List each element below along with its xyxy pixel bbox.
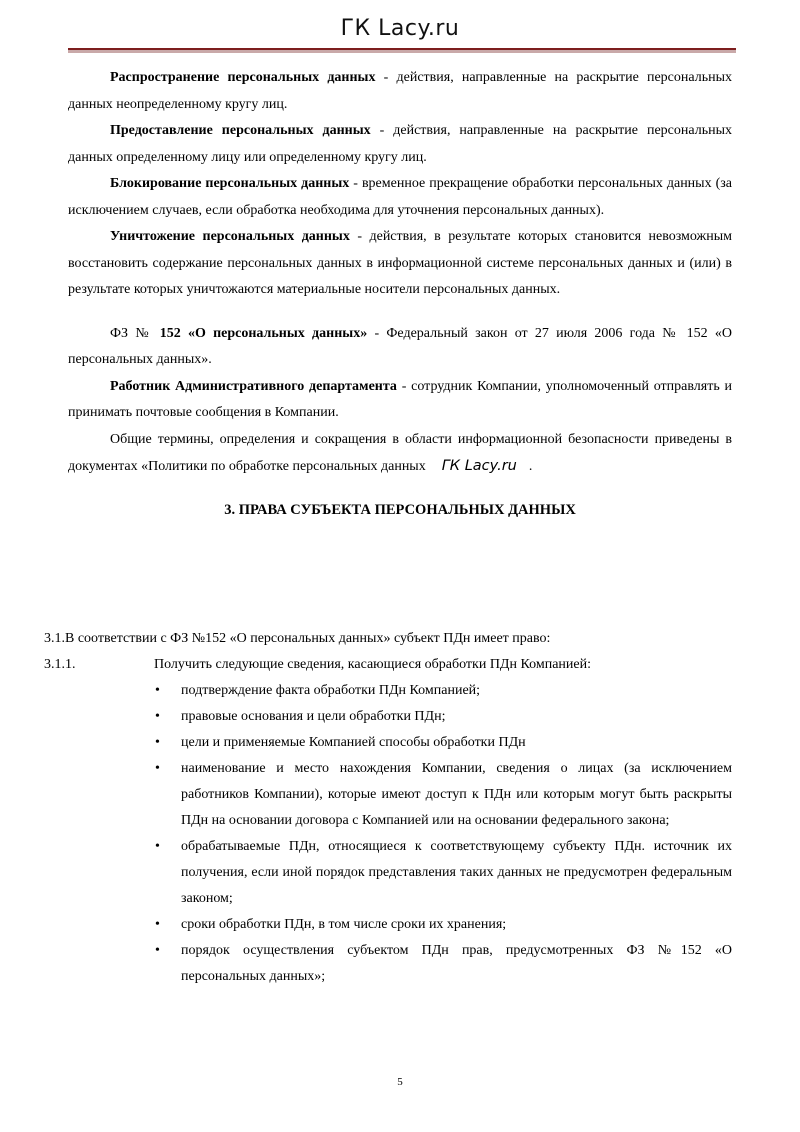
definitions-block [68, 65, 732, 481]
definition-employee [68, 374, 732, 427]
employee-text: - сотрудник Компании, уполномоченный отправлять и принимать почтовые сообщения в Компании. [68, 378, 732, 420]
definition-distribution [68, 65, 732, 118]
bullet-icon: • [155, 943, 160, 958]
definition-blocking [68, 171, 732, 224]
definition-term: Уничтожение персональных данных [110, 229, 350, 244]
definition-text: - действия, в результате которых становится невозможным восстановить содержание персональных данных в информационной системе персональных данных и (или) в результате которых уничтожаются материальные носители персональных данных. [68, 229, 732, 297]
definition-provision [68, 118, 732, 171]
list-item-text: правовые основания и цели обработки ПДн; [181, 709, 446, 724]
bullet-icon: • [155, 839, 160, 854]
definition-term: Распространение персональных данных [110, 70, 376, 85]
list-item [154, 938, 732, 990]
clause-3-1-1-number: 3.1.1. [44, 657, 76, 672]
bullet-icon: • [155, 683, 160, 698]
list-item-text: подтверждение факта обработки ПДн Компанией; [181, 683, 481, 698]
list-item-text: наименование и место нахождения Компании, сведения о лицах (за исключением работников Компании), которые имеют доступ к ПДн или которым могут быть раскрыты ПДн на основании договора с Компанией или на основании федерального закона; [181, 761, 732, 828]
definition-term: Предоставление персональных данных [110, 123, 371, 138]
list-item-text: обрабатываемые ПДн, относящиеся к соответствующему субъекту ПДн. источник их получения, если иной порядок представления таких данных не предусмотрен федеральным законом; [181, 839, 732, 906]
paragraph-gap [68, 304, 732, 321]
definition-text: - временное прекращение обработки персональных данных (за исключением случаев, если обработка необходима для уточнения персональных данных). [68, 176, 732, 218]
list-item-text: порядок осуществления субъектом ПДн прав, предусмотренных ФЗ №152 «О персональных данных»; [181, 943, 732, 984]
law-reference [68, 321, 732, 374]
law-prefix: ФЗ № [110, 325, 160, 341]
inline-logo: ГК Lacy.ru [441, 458, 517, 474]
bullet-icon: • [155, 709, 160, 724]
definition-term: Блокирование персональных данных [110, 176, 350, 191]
header-title: ГК Lacy.ru [340, 16, 460, 41]
clause-3-1: 3.1.В соответствии с ФЗ №152 «О персональных данных» субъект ПДн имеет право: [44, 631, 551, 646]
list-item-text: цели и применяемые Компанией способы обработки ПДн [181, 735, 526, 750]
law-term: 152 «О персональных данных» [159, 325, 368, 341]
general-terms-suffix: . [528, 459, 533, 474]
rights-bullet-list [154, 678, 732, 990]
clause-3-1-1-text: Получить следующие сведения, касающиеся обработки ПДн Компанией: [154, 657, 591, 672]
bullet-icon: • [155, 761, 160, 776]
header-rule [68, 48, 736, 53]
list-item [154, 834, 732, 912]
list-item [154, 678, 732, 704]
section-title: 3. ПРАВА СУБЪЕКТА ПЕРСОНАЛЬНЫХ ДАННЫХ [224, 502, 576, 518]
bullet-icon: • [155, 735, 160, 750]
list-item [154, 756, 732, 834]
list-item [154, 704, 732, 730]
employee-term: Работник Административного департамента [110, 378, 397, 394]
law-text: - Федеральный закон от 27 июля 2006 года № 152 «О персональных данных». [68, 325, 732, 367]
list-item [154, 912, 732, 938]
list-item-text: сроки обработки ПДн, в том числе сроки их хранения; [181, 917, 507, 932]
definition-text: - действия, направленные на раскрытие персональных данных неопределенному кругу лиц. [68, 70, 732, 112]
definition-text: - действия, направленные на раскрытие персональных данных определенному лицу или определенному кругу лиц. [68, 123, 732, 165]
page-number: 5 [397, 1076, 403, 1088]
definition-destruction [68, 224, 732, 304]
general-terms [68, 427, 732, 481]
list-item [154, 730, 732, 756]
general-terms-text: Общие термины, определения и сокращения в области информационной безопасности приведены в документах «Политики по обработке персональных данных [68, 431, 732, 474]
bullet-icon: • [155, 917, 160, 932]
